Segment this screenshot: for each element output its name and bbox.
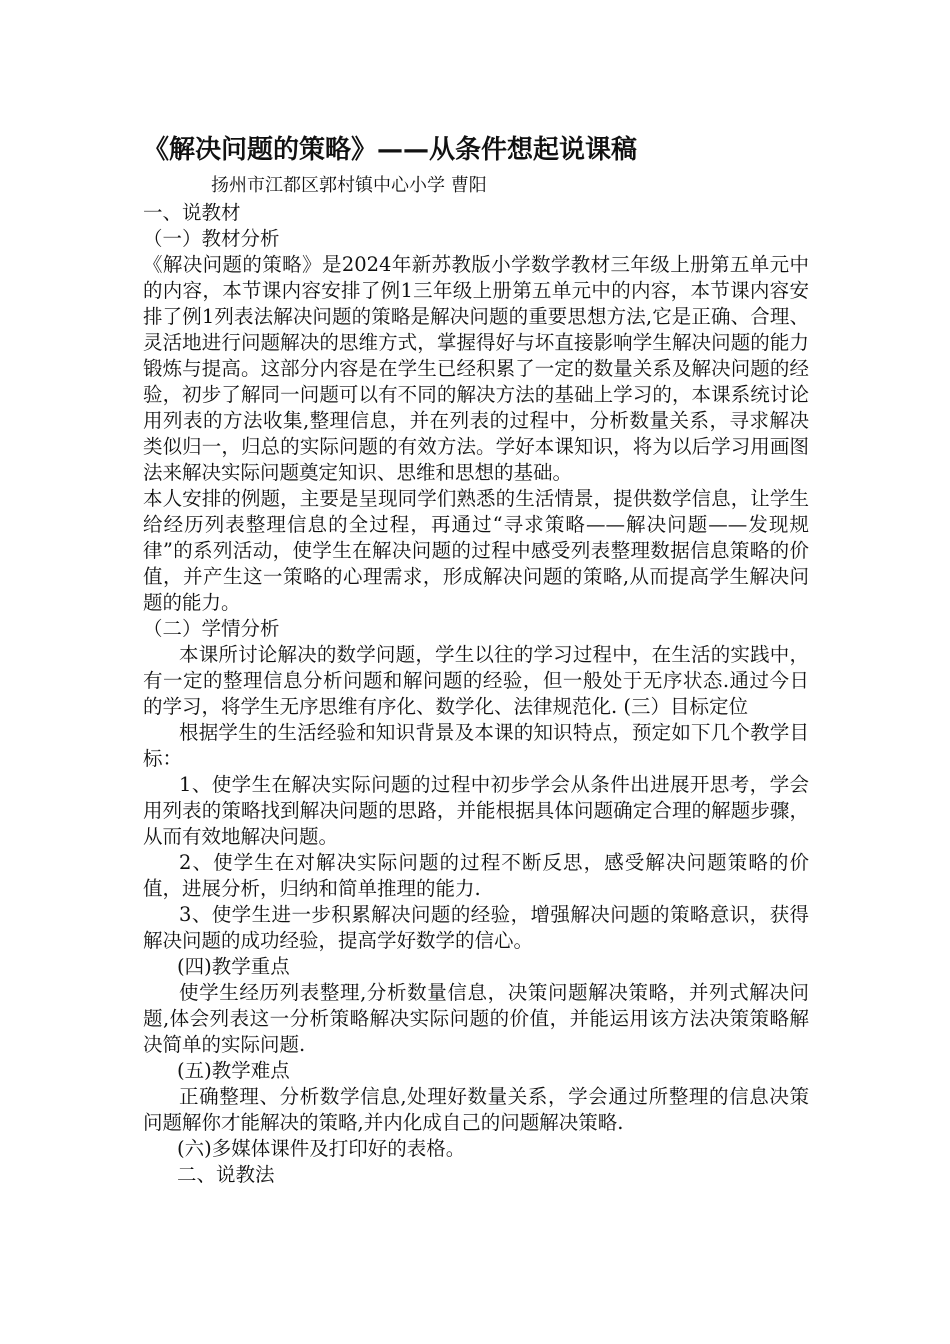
- body-paragraph: 根据学生的生活经验和知识背景及本课的知识特点，预定如下几个教学目标：: [143, 721, 809, 770]
- section-heading: 一、说教材: [143, 201, 241, 224]
- goal-item: 1、使学生在解决实际问题的过程中初步学会从条件出进展开思考，学会用列表的策略找到解决问题的思路，并能根据具体问题确定合理的解题步骤，从而有效地解决问题。: [143, 773, 809, 848]
- document-author: 扬州市江都区郭村镇中心小学 曹阳: [211, 175, 487, 196]
- section-heading: 二、说教法: [177, 1163, 275, 1186]
- subsection-heading: （二）学情分析: [143, 617, 280, 640]
- subsection-heading: （一）教材分析: [143, 227, 280, 250]
- subsection-heading: (四)教学重点: [177, 955, 290, 978]
- body-paragraph: 《解决问题的策略》是2024年新苏教版小学数学教材三年级上册第五单元中的内容，本节课内容安排了例1三年级上册第五单元中的内容，本节课内容安排了例1列表法解决问题的策略是解决问题的重要思想方法,它是正确、合理、灵活地进行问题解决的思维方式，掌握得好与坏直接影响学生解决问题的能力锻炼与提高。这部分内容是在学生已经积累了一定的数量关系及解决问题的经验，初步了解同一问题可以有不同的解决方法的基础上学习的，本课系统讨论用列表的方法收集,整理信息，并在列表的过程中，分析数量关系，寻求解决类似归一，归总的实际问题的有效方法。学好本课知识，将为以后学习用画图法来解决实际问题奠定知识、思维和思想的基础。: [143, 253, 809, 484]
- body-paragraph: 使学生经历列表整理,分析数量信息，决策问题解决策略，并列式解决问题,体会列表这一分析策略解决实际问题的价值，并能运用该方法决策策略解决简单的实际问题.: [143, 981, 809, 1056]
- document-page: [143, 128, 809, 1188]
- document-title: 《解决问题的策略》——从条件想起说课稿: [143, 135, 638, 165]
- subsection-heading: (六)多媒体课件及打印好的表格。: [177, 1137, 466, 1160]
- body-paragraph: 本课所讨论解决的数学问题，学生以往的学习过程中，在生活的实践中，有一定的整理信息分析问题和解问题的经验，但一般处于无序状态.通过今日的学习，将学生无序思维有序化、数学化、法律规范化. (三）目标定位: [143, 643, 809, 718]
- goal-item: 2、使学生在对解决实际问题的过程不断反思，感受解决问题策略的价值，进展分析，归纳和简单推理的能力.: [143, 851, 809, 900]
- body-paragraph: 正确整理、分析数学信息,处理好数量关系，学会通过所整理的信息决策问题解你才能解决的策略,并内化成自己的问题解决策略.: [143, 1085, 809, 1134]
- body-paragraph: 本人安排的例题，主要是呈现同学们熟悉的生活情景，提供数学信息，让学生给经历列表整理信息的全过程，再通过“寻求策略——解决问题——发现规律”的系列活动，使学生在解决问题的过程中感受列表整理数据信息策略的价值，并产生这一策略的心理需求，形成解决问题的策略,从而提高学生解决问题的能力。: [143, 487, 809, 614]
- goal-item: 3、使学生进一步积累解决问题的经验，增强解决问题的策略意识，获得解决问题的成功经验，提高学好数学的信心。: [143, 903, 809, 952]
- subsection-heading: (五)教学难点: [177, 1059, 290, 1082]
